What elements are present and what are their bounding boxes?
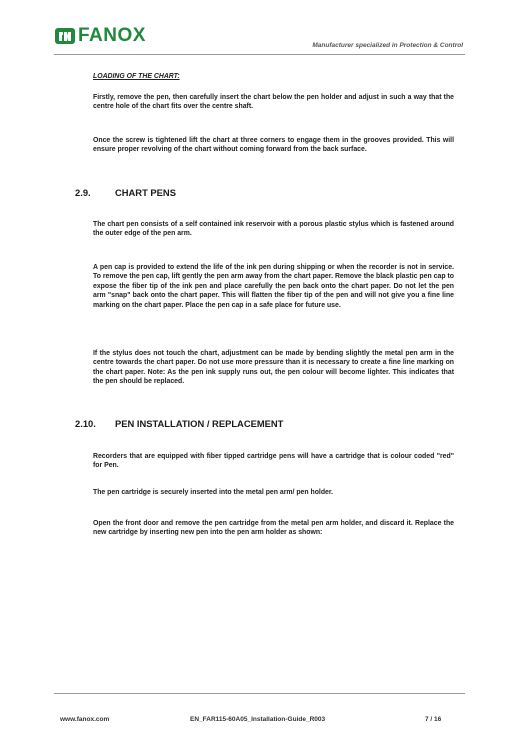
paragraph-pen-install-3: Open the front door and remove the pen cartridge from the metal pen arm holder, and discard it. Replace the new cartridge by inserting new pen into the pen arm holder as shown: [93,520,454,537]
section-heading-pen-installation [75,418,283,429]
header-divider [54,54,465,55]
paragraph-pen-install-2: The pen cartridge is securely inserted into the metal pen arm/ pen holder. [93,489,334,496]
header-tagline: Manufacturer specialized in Protection & Control [312,42,463,49]
section-title: PEN INSTALLATION / REPLACEMENT [115,418,284,429]
paragraph-chart-pens-2: A pen cap is provided to extend the life of the ink pen during shipping or when the recorder is not in service. To remove the pen cap, lift gently the pen arm away from the chart paper. Remove the black plastic pen cap to expose the fiber tip of the ink pen and place carefully the pen back onto the chart paper. Do not let the pen arm "snap" back onto the chart paper. This will flatten the fiber tip of the pen and will not give you a fine line marking on the chart paper. Place the pen cap in a safe place for future use. [93,264,454,309]
paragraph-pen-install-1: Recorders that are equipped with fiber tipped cartridge pens will have a cartridge that is colour coded "red" for Pen. [93,453,454,470]
fanox-logo [54,24,146,48]
loading-heading: LOADING OF THE CHART: [93,73,180,80]
logo-text: FANOX [78,25,146,46]
paragraph-loading-2: Once the screw is tightened lift the chart at three corners to engage them in the grooves provided. This will ensure proper revolving of the chart without coming forward from the back surface. [93,137,454,154]
page-header [0,0,529,80]
section-heading-chart-pens [75,187,176,198]
footer-page-number: 7 / 16 [425,716,442,723]
section-number: 2.9. [75,187,91,198]
paragraph-chart-pens-1: The chart pen consists of a self contained ink reservoir with a porous plastic stylus which is fastened around the outer edge of the pen arm. [93,221,454,238]
footer-divider [54,693,465,694]
section-number: 2.10. [75,418,96,429]
footer-website: www.fanox.com [60,716,110,723]
paragraph-chart-pens-3: If the stylus does not touch the chart, adjustment can be made by bending slightly the metal pen arm in the centre towards the chart paper. Do not use more pressure than it is necessary to create a fine line marking on the chart paper. Note: As the pen ink supply runs out, the pen colour will become lighter. This indicates that the pen should be replaced. [93,350,454,386]
fanox-logo-icon [54,25,76,47]
footer-document-id: EN_FAR115-60A05_Installation-Guide_R003 [190,716,326,723]
paragraph-loading-1: Firstly, remove the pen, then carefully insert the chart below the pen holder and adjust in such a way that the centre hole of the chart fits over the centre shaft. [93,94,454,111]
section-title: CHART PENS [115,187,176,198]
